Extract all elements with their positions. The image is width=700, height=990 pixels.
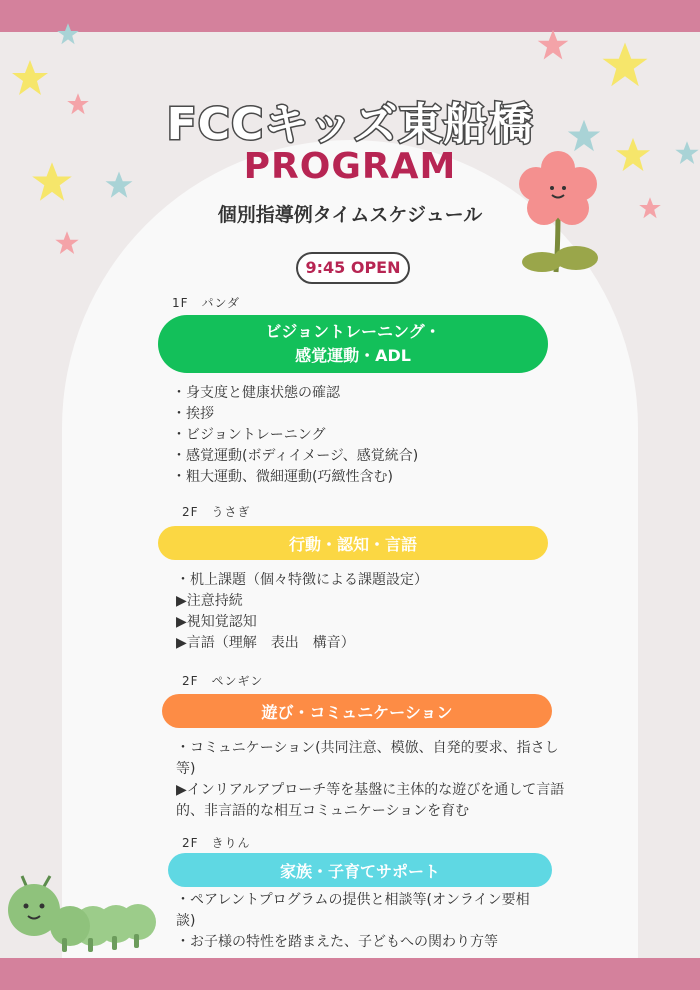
- list-item: ・感覚運動(ボディイメージ、感覚統合): [172, 448, 419, 464]
- schedule-caption: 個別指導例タイムスケジュール: [217, 204, 483, 226]
- page-subtitle: PROGRAM: [243, 146, 457, 187]
- section-title: 家族・子育てサポート: [279, 861, 440, 881]
- list-item: ▶視知覚認知: [176, 614, 257, 630]
- section-items: [176, 738, 578, 822]
- list-item: ・挨拶: [172, 406, 214, 422]
- section-title: 遊び・コミュニケーション: [261, 702, 453, 722]
- floor-label: 1F パンダ: [172, 296, 241, 310]
- floor-label: 2F きりん: [182, 836, 251, 850]
- section-header-family: [168, 853, 552, 887]
- list-item: ・机上課題（個々特徴による課題設定）: [176, 572, 428, 588]
- list-item: ・ビジョントレーニング: [172, 427, 326, 443]
- list-item: ・ペアレントプログラムの提供と相談等(オンライン要相談): [176, 892, 530, 929]
- section-header-vision: [158, 315, 548, 373]
- floor-label: 2F うさぎ: [182, 505, 251, 519]
- section-title: 行動・認知・言語: [288, 534, 417, 554]
- section-title: 感覚運動・ADL: [295, 346, 411, 365]
- list-item: ・お子様の特性を踏まえた、子どもへの関わり方等: [176, 934, 498, 950]
- star-icon: [56, 22, 80, 46]
- section-items: [176, 890, 536, 953]
- section-header-behavior: [158, 526, 548, 560]
- section-items: [172, 383, 418, 488]
- open-time-badge: 9:45 OPEN: [296, 252, 410, 284]
- section-title: ビジョントレーニング・: [265, 322, 441, 341]
- star-icon: [536, 28, 570, 62]
- list-item: ▶インリアルアプローチ等を基盤に主体的な遊びを通して言語的、非言語的な相互コミュニケーションを育む: [176, 782, 565, 819]
- list-item: ・粗大運動、微細運動(巧緻性含む): [172, 469, 393, 485]
- section-header-play: [162, 694, 552, 728]
- section-items: [176, 570, 428, 654]
- bottom-band: [0, 958, 700, 990]
- floor-label: 2F ペンギン: [182, 674, 264, 688]
- star-icon: [54, 230, 80, 256]
- list-item: ▶言語（理解 表出 構音）: [176, 635, 355, 651]
- list-item: ・身支度と健康状態の確認: [172, 385, 340, 401]
- top-band: [0, 0, 700, 32]
- page-title: FCCキッズ東船橋: [166, 99, 534, 150]
- star-icon: [600, 40, 650, 90]
- list-item: ▶注意持続: [176, 593, 243, 609]
- list-item: ・コミュニケーション(共同注意、模倣、自発的要求、指さし等): [176, 740, 559, 777]
- caterpillar-icon: [4, 872, 156, 956]
